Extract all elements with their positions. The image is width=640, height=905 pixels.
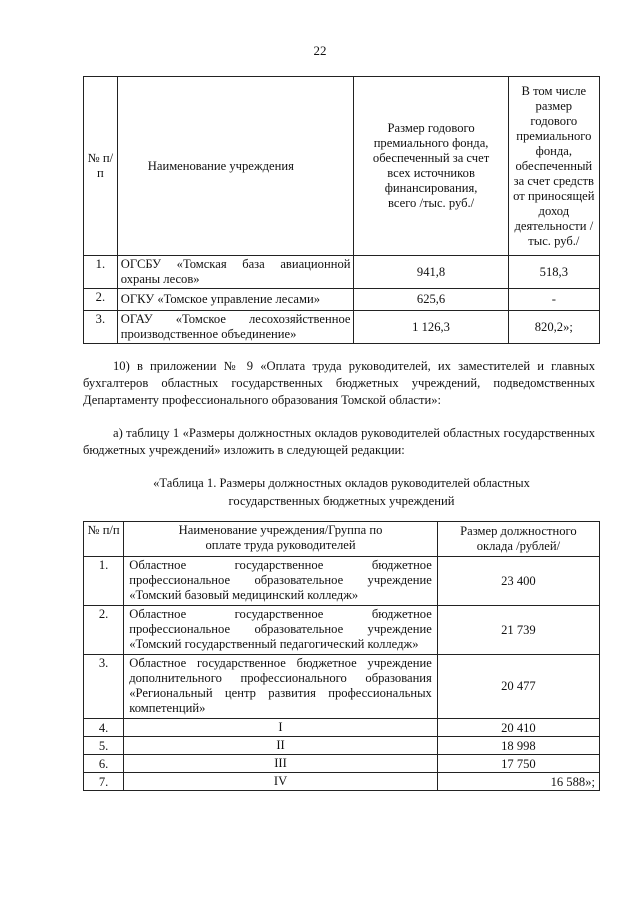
table-row	[84, 289, 600, 311]
row-number: 3.	[84, 311, 118, 344]
row-name: Областное государственное бюджетное профессиональное образовательное учреждение «Томский базовый медицинский колледж»	[124, 557, 438, 606]
table-row	[84, 606, 600, 655]
row-name: I	[124, 719, 438, 737]
table-row	[84, 557, 600, 606]
row-number: 7.	[84, 773, 124, 791]
table-row	[84, 755, 600, 773]
row-name: II	[124, 737, 438, 755]
table-row	[84, 311, 600, 344]
row-own: 518,3	[508, 256, 599, 289]
row-number: 5.	[84, 737, 124, 755]
row-own: -	[508, 289, 599, 311]
row-salary: 17 750	[437, 755, 599, 773]
column-header-number: № п/п	[84, 77, 118, 256]
row-salary: 16 588»;	[437, 773, 599, 791]
table-row	[84, 719, 600, 737]
row-salary: 18 998	[437, 737, 599, 755]
column-header-name-text: Наименование учреждения/Группа по оплате труда руководителей	[178, 523, 383, 552]
table-row	[84, 773, 600, 791]
row-salary: 21 739	[437, 606, 599, 655]
row-name: ОГАУ «Томское лесохозяйственное производственное объединение»	[117, 311, 354, 344]
column-header-total-text: Размер годового премиального фонда, обеспеченный за счет всех источников финансирования, всего /тыс. руб./	[372, 121, 490, 210]
row-number: 1.	[84, 256, 118, 289]
row-total: 625,6	[354, 289, 508, 311]
table-header-row	[84, 77, 600, 256]
paragraph-table-1-instruction: а) таблицу 1 «Размеры должностных окладов руководителей областных государственных бюджетных учреждений» изложить в следующей редакции:	[83, 426, 595, 457]
row-number: 6.	[84, 755, 124, 773]
row-name: Областное государственное бюджетное учреждение дополнительного профессионального образования «Региональный центр развития профессиональных компетенций»	[124, 655, 438, 719]
table-row	[84, 256, 600, 289]
paragraph-appendix-9: 10) в приложении № 9 «Оплата труда руководителей, их заместителей и главных бухгалтеров областных государственных бюджетных учреждений, подведомственных Департаменту профессионального образования Томской области»:	[83, 359, 595, 407]
column-header-own: В том числе размер годового премиального фонда, обеспеченный за счет средств от приносящей доход деятельности /тыс. руб./	[508, 77, 599, 256]
table-row	[84, 737, 600, 755]
table-2-title-line-2: государственных бюджетных учреждений	[228, 494, 455, 508]
row-salary: 23 400	[437, 557, 599, 606]
row-salary: 20 410	[437, 719, 599, 737]
row-own: 820,2»;	[508, 311, 599, 344]
column-header-number: № п/п	[84, 522, 124, 557]
row-number: 2.	[84, 606, 124, 655]
row-name: Областное государственное бюджетное профессиональное образовательное учреждение «Томский государственный педагогический колледж»	[124, 606, 438, 655]
bonus-fund-table	[83, 76, 600, 344]
table-header-row	[84, 522, 600, 557]
row-name: ОГСБУ «Томская база авиационной охраны лесов»	[117, 256, 354, 289]
row-number: 1.	[84, 557, 124, 606]
row-name: ОГКУ «Томское управление лесами»	[117, 289, 354, 311]
row-name: III	[124, 755, 438, 773]
row-number: 4.	[84, 719, 124, 737]
row-number: 2.	[84, 289, 118, 311]
column-header-total	[354, 77, 508, 256]
table-2-title-line-1: «Таблица 1. Размеры должностных окладов руководителей областных	[153, 476, 530, 490]
salary-table	[83, 521, 600, 791]
row-total: 941,8	[354, 256, 508, 289]
row-salary: 20 477	[437, 655, 599, 719]
table-row	[84, 655, 600, 719]
column-header-salary: Размер должностного оклада /рублей/	[437, 522, 599, 557]
row-name: IV	[124, 773, 438, 791]
column-header-name: Наименование учреждения	[117, 77, 354, 256]
page-number: 22	[313, 43, 327, 58]
table-2-title	[83, 474, 600, 510]
row-total: 1 126,3	[354, 311, 508, 344]
row-number: 3.	[84, 655, 124, 719]
column-header-name	[124, 522, 438, 557]
